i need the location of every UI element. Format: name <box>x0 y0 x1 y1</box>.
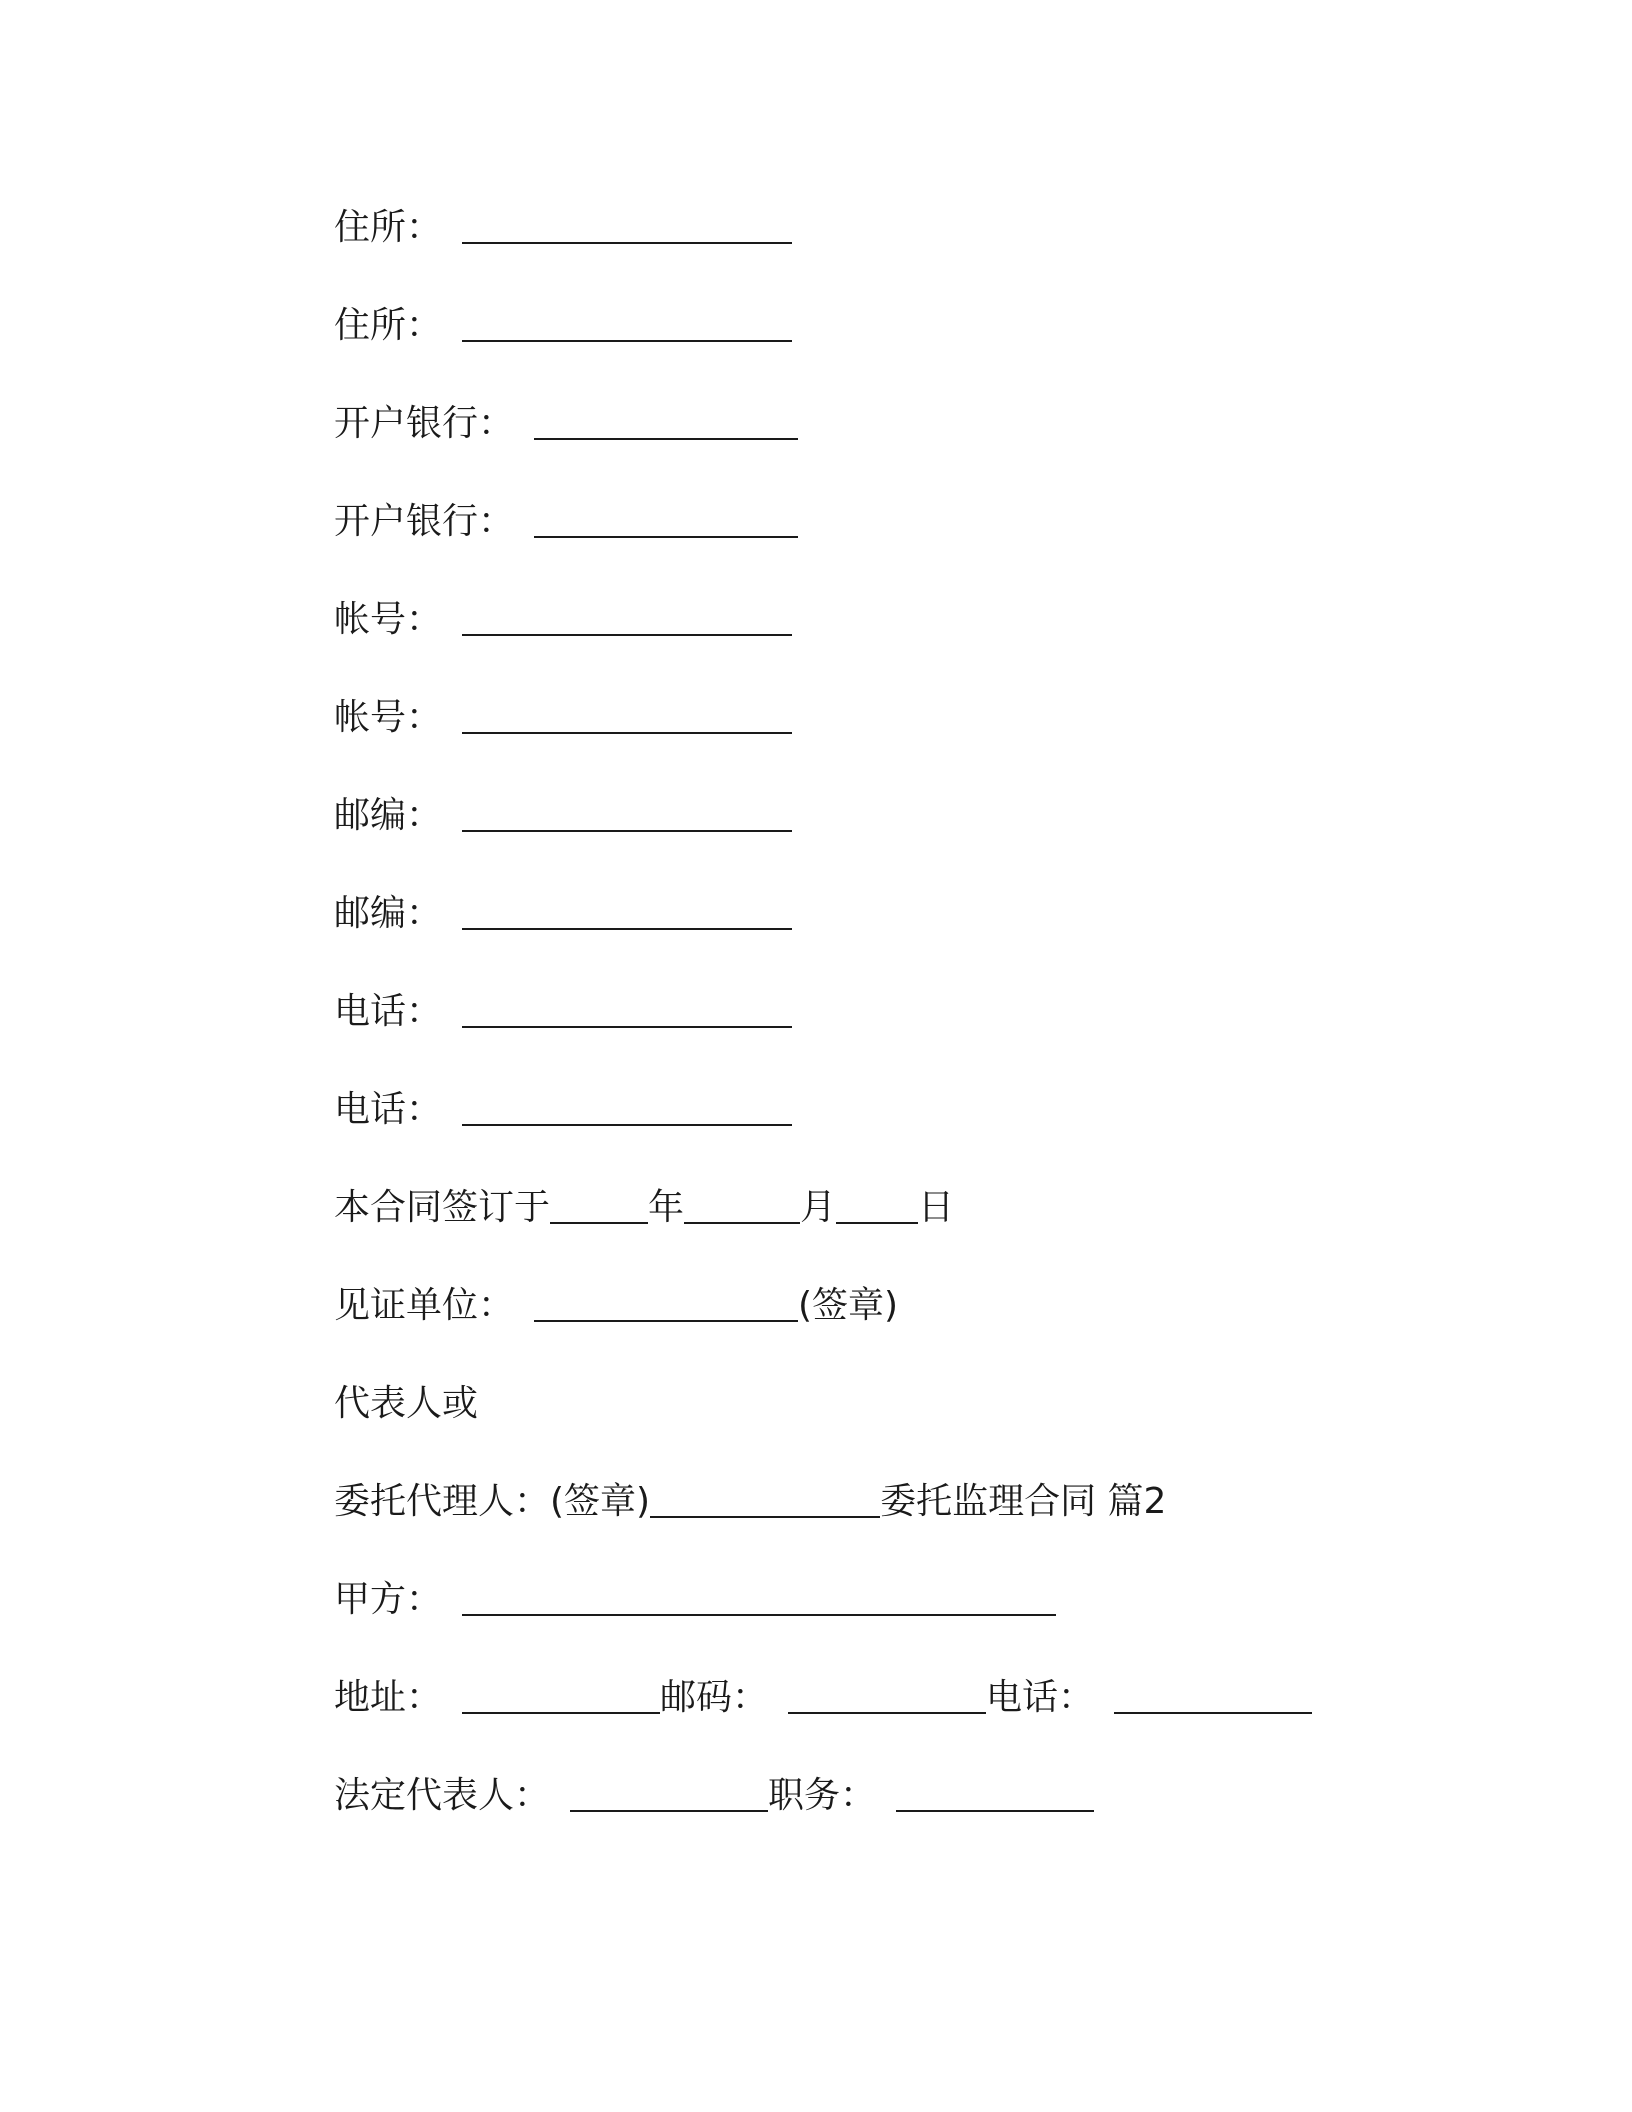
postcode-blank[interactable] <box>462 790 792 832</box>
account-blank[interactable] <box>462 594 792 636</box>
bank-blank[interactable] <box>534 398 798 440</box>
witness-seal: (签章) <box>798 1285 899 1326</box>
day-label: 日 <box>918 1187 955 1228</box>
position-blank[interactable] <box>896 1770 1094 1812</box>
postcode-line-2 <box>334 876 792 936</box>
next-section-title: 委托监理合同 篇2 <box>880 1481 1167 1522</box>
party-a-postcode-blank[interactable] <box>788 1672 986 1714</box>
agent-blank[interactable] <box>650 1476 880 1518</box>
month-label: 月 <box>800 1187 837 1228</box>
agent-line <box>334 1464 1166 1524</box>
account-label: 帐号： <box>334 599 443 640</box>
party-a-postcode-label: 邮码： <box>660 1677 769 1718</box>
legal-rep-blank[interactable] <box>570 1770 768 1812</box>
phone-blank[interactable] <box>462 986 792 1028</box>
address-blank[interactable] <box>462 300 792 342</box>
bank-line-1 <box>334 386 798 446</box>
address-label: 住所： <box>334 305 443 346</box>
address-line-1 <box>334 190 792 250</box>
phone-label: 电话： <box>334 1089 443 1130</box>
signing-date-line <box>334 1170 954 1230</box>
party-a-contact-line <box>334 1660 1312 1720</box>
agent-label: 委托代理人：(签章) <box>334 1481 651 1522</box>
address-label: 住所： <box>334 207 443 248</box>
address-blank[interactable] <box>462 202 792 244</box>
account-blank[interactable] <box>462 692 792 734</box>
bank-label: 开户银行： <box>334 403 515 444</box>
postcode-label: 邮编： <box>334 795 443 836</box>
signing-prefix: 本合同签订于 <box>334 1187 551 1228</box>
postcode-line-1 <box>334 778 792 838</box>
postcode-label: 邮编： <box>334 893 443 934</box>
phone-blank[interactable] <box>462 1084 792 1126</box>
party-a-line <box>334 1562 1056 1622</box>
bank-line-2 <box>334 484 798 544</box>
account-line-1 <box>334 582 792 642</box>
phone-label: 电话： <box>334 991 443 1032</box>
representative-line <box>334 1366 478 1426</box>
account-label: 帐号： <box>334 697 443 738</box>
legal-rep-label: 法定代表人： <box>334 1775 551 1816</box>
party-a-label: 甲方： <box>334 1579 443 1620</box>
witness-label: 见证单位： <box>334 1285 515 1326</box>
phone-line-2 <box>334 1072 792 1132</box>
bank-blank[interactable] <box>534 496 798 538</box>
party-a-phone-label: 电话： <box>986 1677 1095 1718</box>
witness-blank[interactable] <box>534 1280 798 1322</box>
witness-line <box>334 1268 898 1328</box>
position-label: 职务： <box>768 1775 877 1816</box>
bank-label: 开户银行： <box>334 501 515 542</box>
month-blank[interactable] <box>684 1182 800 1224</box>
postcode-blank[interactable] <box>462 888 792 930</box>
account-line-2 <box>334 680 792 740</box>
party-a-address-blank[interactable] <box>462 1672 660 1714</box>
party-a-legal-rep-line <box>334 1758 1094 1818</box>
party-a-address-label: 地址： <box>334 1677 443 1718</box>
year-label: 年 <box>648 1187 685 1228</box>
representative-label: 代表人或 <box>334 1383 479 1424</box>
address-line-2 <box>334 288 792 348</box>
party-a-blank[interactable] <box>462 1574 1056 1616</box>
party-a-phone-blank[interactable] <box>1114 1672 1312 1714</box>
year-blank[interactable] <box>550 1182 648 1224</box>
day-blank[interactable] <box>836 1182 918 1224</box>
phone-line-1 <box>334 974 792 1034</box>
